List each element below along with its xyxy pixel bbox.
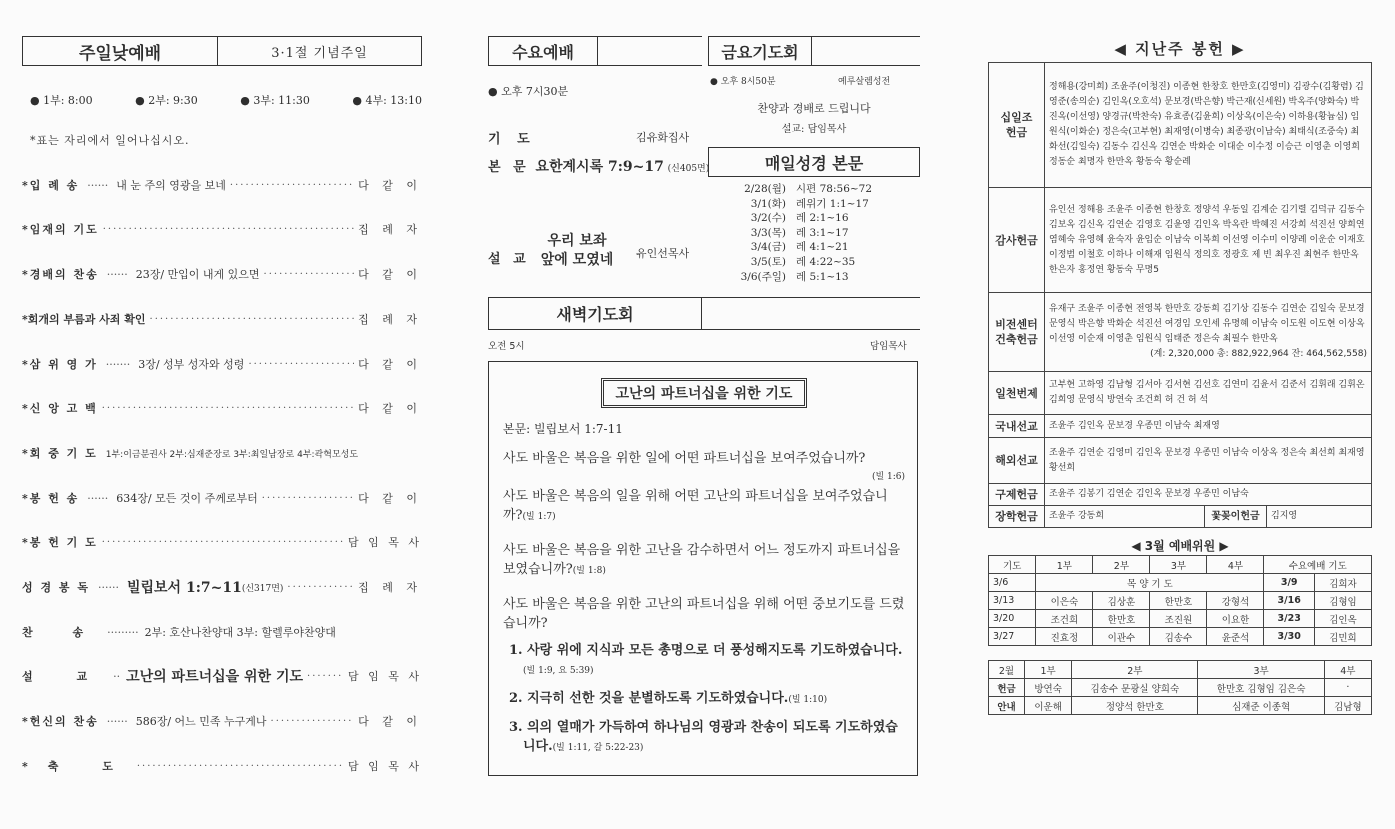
offering-category: 일천번제: [989, 372, 1045, 415]
order-item-9: *봉 헌 기 도 ····· 담 임 목 사: [22, 532, 422, 552]
offering-category: 해외선교: [989, 438, 1045, 484]
feb-row: 헌금 방연숙 김송수 문광실 양희숙 한만호 김형임 김은숙 ·: [989, 679, 1372, 697]
order-item-14: *축 도 ····· 담 임 목 사: [22, 756, 422, 776]
dawn-person: 담임목사: [870, 341, 907, 352]
dawn-header-line: [702, 297, 920, 330]
wed-prayer-person: 김유화집사: [636, 131, 690, 144]
offering-row: [989, 438, 1372, 484]
prayer-q4: 사도 바울은 복음을 위한 고난의 파트너십을 위해 어떤 중보기도를 드렸습니까?: [503, 597, 905, 631]
offering-row: [989, 63, 1372, 188]
service-time-1: ● 1부: 8:00: [30, 94, 93, 107]
feb-row: 안내 이운해 정양석 한만호 심재준 이종혁 김남형: [989, 697, 1372, 715]
friday-place: 예루살렘성전: [838, 77, 891, 87]
wed-sermon-title: 우리 보좌 앞에 모였네: [540, 233, 614, 268]
offering-names: 조윤주 김봉기 김연순 김인옥 문보경 우종민 이남숙: [1045, 484, 1372, 506]
worship-committee-title: ◀ 3월 예배위원 ▶: [1131, 539, 1229, 553]
standing-note: *표는 자리에서 일어나십시오.: [30, 134, 190, 147]
wed-prayer-label: 기 도: [488, 132, 536, 147]
wed-text: 본 문 요한계시록 7:9~17 (신405면): [488, 159, 710, 175]
offering-column: [988, 38, 1372, 715]
daily-bible-title: 매일성경 본문: [708, 147, 920, 177]
offering-names: 김지영: [1267, 506, 1372, 528]
wednesday-time: ● 오후 7시30분: [488, 85, 569, 98]
prayer-box: [488, 361, 918, 776]
wednesday-title: 수요예배: [488, 36, 598, 66]
offering-names: 조윤주 강동희: [1045, 506, 1205, 528]
dawn-title: 새벽기도회: [488, 297, 702, 330]
prayer-l3: 3. 의의 열매가 가득하여 하나님의 영광과 찬송이 되도록 기도하였습니다.(빌 1:11, 갈 5:22-23): [509, 720, 898, 754]
wed-sermon-person: 유인선목사: [636, 247, 690, 260]
offering-names: 유재구 조윤주 이종현 전영복 한만호 강동희 김기상 김동수 김연순 김일숙 문보경 문영식 박은향 박화순 석진선 여경임 오인세 유명혜 이남숙 이도원 이도현 이상옥 이선영 이순재 이영춘 임원식 임태준 정은숙 최필수 한만옥: [1049, 304, 1365, 344]
bible-row: 3/1(화) 레위기 1:1~17: [750, 197, 869, 210]
offering-names: 고부현 고하영 김남형 김서아 김서현 김선호 김연미 김윤서 김준서 김휘래 김휘온 김희영 문영식 방연숙 조건희 허 건 허 석: [1045, 372, 1372, 415]
daily-bible-list: [724, 182, 872, 284]
midweek-column: [488, 36, 920, 776]
offering-row: [989, 506, 1372, 528]
prayer-ref: 본문: 빌립보서 1:7-11: [503, 422, 623, 436]
prayer-l1: 1. 사랑 위에 지식과 모든 총명으로 더 풍성해지도록 기도하였습니다.(빌 1:9, 요 5:39): [509, 643, 903, 676]
bible-row: 3/5(토) 레 4:22~35: [750, 255, 856, 268]
order-item-12: 설 교 ·· 고난의 파트너십을 위한 기도 ····· 담 임 목 사: [22, 666, 422, 686]
offering-category: 장학헌금: [989, 506, 1045, 528]
order-item-13: *헌신의 찬송 ······ 586장/ 어느 민족 누구게나 ····· 다 같 이: [22, 711, 422, 731]
worship-header-row: 기도 1부 2부 3부 4부 수요예배 기도: [989, 556, 1372, 574]
worship-row: 3/6 목 양 기 도 3/9 김희자: [989, 574, 1372, 592]
friday-title: 금요기도회: [708, 36, 812, 66]
friday-preacher: 설교: 담임목사: [781, 124, 847, 135]
offering-table: [988, 62, 1372, 528]
order-item-8: *봉 헌 송 ······ 634장/ 모든 것이 주께로부터 ····· 다 같 이: [22, 488, 422, 508]
offering-names: 유인선 정해용 조윤주 이종현 한창호 정양석 우동일 김계순 김기렬 김덕규 김동수 김보옥 김신옥 김연순 김영호 김윤영 김인옥 박옥란 박혜진 서강희 석진선 양희연 염혜숙 유영혜 윤숙자 윤임순 이남숙 이복희 이선영 이수미 이양례 이운순 이재호 이정범 이철호 이하나 이해재 임원식 정의호 정광호 제 빈 최우진 최현주 한만옥 한은자 홍정연 황동숙 무명5: [1045, 188, 1372, 293]
offering-row: [989, 484, 1372, 506]
order-item-6: *신 앙 고 백 ····· 다 같 이: [22, 398, 422, 418]
sunday-worship-column: [22, 36, 424, 796]
sunday-title: 주일낮예배: [23, 37, 218, 65]
offering-row: [989, 293, 1372, 372]
order-item-3: *경배의 찬송 ······ 23장/ 만입이 내게 있으면 ····· 다 같 이: [22, 264, 422, 284]
dawn-time: 오전 5시: [488, 341, 525, 352]
order-item-11: 찬 송 ········· 2부: 호산나찬양대 3부: 할렐루야찬양대: [22, 625, 336, 639]
offering-names: 조윤주 김인옥 문보경 우종민 이남숙 최재영: [1045, 415, 1372, 438]
bible-row: 3/3(목) 레 3:1~17: [750, 226, 849, 239]
prayer-q3: 사도 바울은 복음을 위한 고난을 감수하면서 어느 정도까지 파트너십을 보였습니까?(빌 1:8): [503, 543, 901, 577]
wed-sermon-label: 설 교: [488, 252, 530, 267]
worship-row: 3/13 이은숙 김상훈 한만호 강형석 3/16 김형임: [989, 592, 1372, 610]
order-item-4: *회개의 부름과 사죄 확인 ····· 집 례 자: [22, 309, 422, 329]
service-time-2: ● 2부: 9:30: [135, 94, 198, 107]
prayer-box-title: 고난의 파트너십을 위한 기도: [601, 378, 808, 408]
offering-category: 구제헌금: [989, 484, 1045, 506]
feb-header-row: 2월 1부 2부 3부 4부: [989, 661, 1372, 679]
wednesday-header-line: [598, 36, 702, 66]
sunday-header: [22, 36, 422, 66]
prayer-box-title-wrap: [503, 378, 905, 408]
prayer-q2: 사도 바울은 복음의 일을 위해 어떤 고난의 파트너십을 보여주었습니까?(빌 1:7): [503, 489, 888, 523]
offering-title: ◀ 지난주 봉헌 ▶: [1114, 40, 1246, 58]
offering-row: [989, 188, 1372, 293]
offering-names: 정해용(강미희) 조윤주(이청진) 이종현 한창호 한만호(김영미) 김광수(김황렴) 김영준(송의순) 김인옥(오호석) 문보경(박은향) 박근재(신세원) 박옥주(양화숙) 박진옥(이선영) 양경규(박찬숙) 유효종(김윤희) 이상옥(이은숙) 이하용(황늄심) 임원식(이화순) 정은숙(고부현) 최재영(이병숙) 최종광(이남숙) 최태식(조중숙) 최화선(김일숙) 김동수 김신옥 김연순 박화순 이대순 이수정 이승근 이영춘 이영희 정동순 최명자 한만옥 황동숙 황순례: [1045, 63, 1372, 188]
bible-row: 2/28(월) 시편 78:56~72: [744, 183, 873, 195]
offering-names: 조윤주 김연순 김영미 김인옥 문보경 우종민 이남숙 이상옥 정은숙 최선희 최재영 황선희: [1045, 438, 1372, 484]
order-item-10: 성 경 봉 독 ······ 빌립보서 1:7~11 (신317면) ····· 집 례 자: [22, 577, 422, 597]
worship-row: 3/20 조건희 한만호 조진원 이요한 3/23 김인옥: [989, 610, 1372, 628]
prayer-l2: 2. 지극히 선한 것을 분별하도록 기도하였습니다.(빌 1:10): [509, 691, 828, 706]
order-item-7: *회 중 기 도 1부:이금분권사 2부:심재준장로 3부:최일남장로 4부:곽혁모성도: [22, 447, 359, 460]
service-times: [30, 92, 422, 108]
february-committee-table: [988, 660, 1372, 715]
order-item-2: *임재의 기도 ····· 집 례 자: [22, 219, 422, 239]
building-fund-sum: (계: 2,320,000 총: 882,922,964 잔: 464,562,558): [1150, 349, 1367, 359]
friday-header-line: [812, 36, 920, 66]
offering-category: 십일조 헌금: [989, 63, 1045, 188]
prayer-q1: 사도 바울은 복음을 위한 일에 어떤 파트너십을 보여주었습니까? (빌 1:6): [503, 451, 905, 482]
worship-committee-table: [988, 555, 1372, 646]
offering-row: [989, 372, 1372, 415]
service-time-3: ● 3부: 11:30: [240, 94, 310, 107]
bible-row: 3/4(금) 레 4:1~21: [750, 241, 849, 254]
bible-row: 3/6(주일) 레 5:1~13: [740, 270, 849, 283]
offering-row: [989, 415, 1372, 438]
offering-category: 감사헌금: [989, 188, 1045, 293]
friday-time: ● 오후 8시50분: [710, 77, 776, 87]
order-item-5: *삼 위 영 가 ······· 3장/ 성부 성자와 성령 ····· 다 같 이: [22, 354, 422, 374]
sunday-subtitle: 3·1절 기념주일: [271, 45, 368, 61]
friday-desc: 찬양과 경배로 드립니다: [757, 102, 871, 115]
bible-row: 3/2(수) 레 2:1~16: [750, 212, 849, 225]
order-item-1: *입 례 송 ······ 내 눈 주의 영광을 보네 ····· 다 같 이: [22, 175, 422, 195]
offering-category: 비전센터 건축헌금: [989, 293, 1045, 372]
offering-category: 꽃꽂이헌금: [1205, 506, 1267, 528]
offering-category: 국내선교: [989, 415, 1045, 438]
service-time-4: ● 4부: 13:10: [352, 94, 422, 107]
worship-row: 3/27 진효정 이관수 김송수 윤준석 3/30 김민희: [989, 628, 1372, 646]
